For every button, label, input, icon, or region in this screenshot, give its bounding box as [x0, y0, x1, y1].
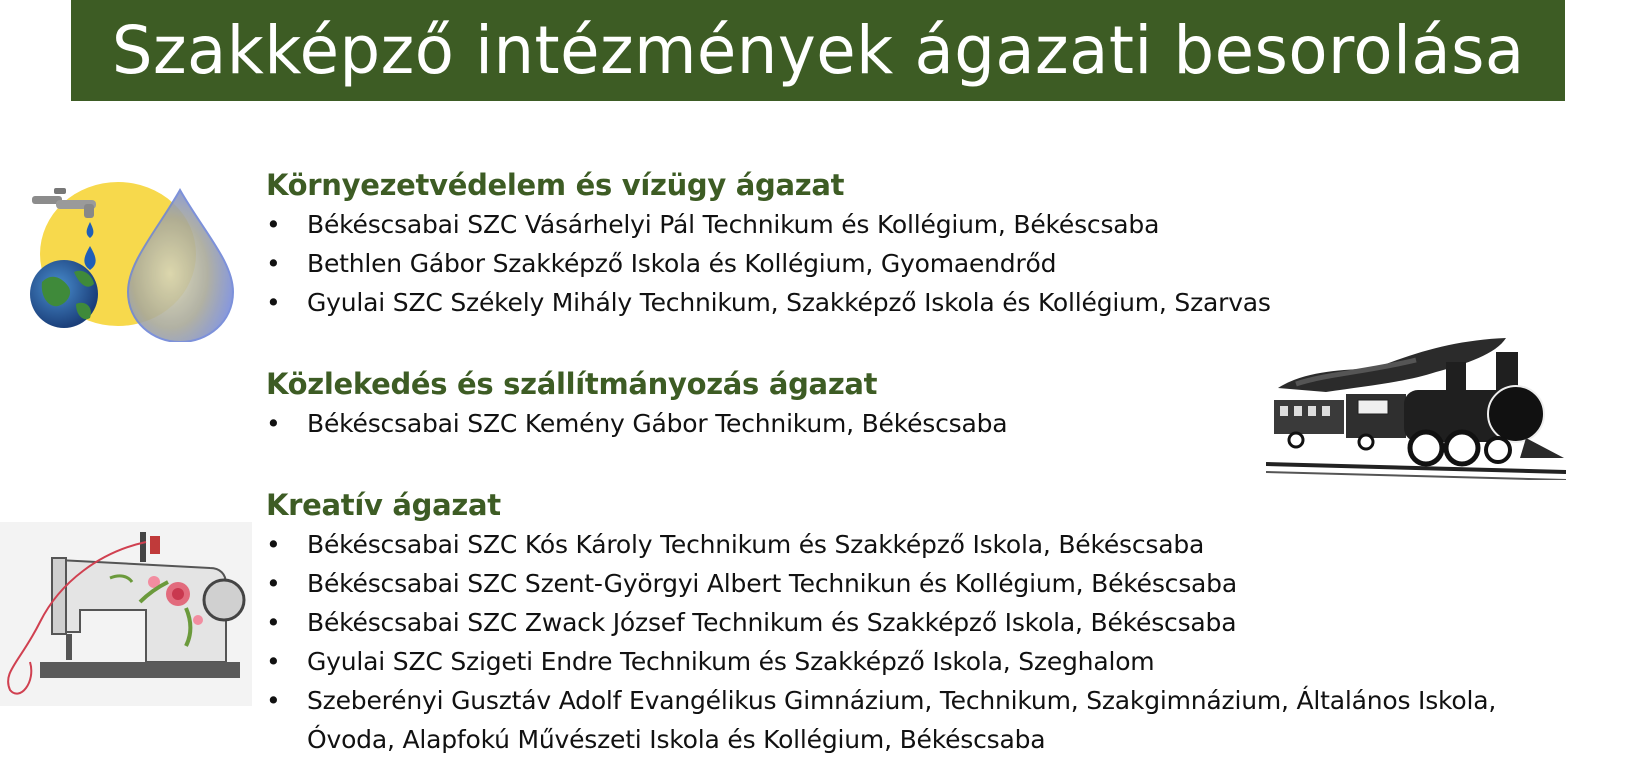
title-bar [71, 0, 1565, 101]
sewing-machine-illustration [0, 522, 252, 706]
section-transport-logistics [266, 364, 1586, 443]
list-item: • Békéscsabai SZC Kemény Gábor Technikum, Békéscsaba [266, 404, 1586, 443]
section-environment-water [266, 165, 1586, 322]
section-heading: Környezetvédelem és vízügy ágazat [266, 168, 845, 202]
list-item: • Bethlen Gábor Szakképző Iskola és Kollégium, Gyomaendrőd [266, 244, 1586, 283]
section-heading: Kreatív ágazat [266, 488, 501, 522]
institution-list [266, 404, 1586, 443]
list-item: • Szeberényi Gusztáv Adolf Evangélikus Gimnázium, Technikum, Szakgimnázium, Általános Iskola, Óvoda, Alapfokú Művészeti Iskola és Kollégium, Békéscsaba [266, 681, 1586, 759]
section-heading: Közlekedés és szállítmányozás ágazat [266, 367, 878, 401]
list-item: • Gyulai SZC Székely Mihály Technikum, Szakképző Iskola és Kollégium, Szarvas [266, 283, 1586, 322]
section-creative [266, 485, 1586, 759]
list-item: • Békéscsabai SZC Zwack József Technikum és Szakképző Iskola, Békéscsaba [266, 603, 1586, 642]
list-item: • Békéscsabai SZC Szent-Györgyi Albert Technikun és Kollégium, Békéscsaba [266, 564, 1586, 603]
environment-water-illustration [28, 182, 243, 342]
list-item: • Gyulai SZC Szigeti Endre Technikum és Szakképző Iskola, Szeghalom [266, 642, 1586, 681]
institution-list [266, 205, 1586, 322]
page-title: Szakképző intézmények ágazati besorolása [111, 12, 1525, 89]
list-item: • Békéscsabai SZC Kós Károly Technikum és Szakképző Iskola, Békéscsaba [266, 525, 1586, 564]
institution-list [266, 525, 1586, 759]
list-item: • Békéscsabai SZC Vásárhelyi Pál Technikum és Kollégium, Békéscsaba [266, 205, 1586, 244]
